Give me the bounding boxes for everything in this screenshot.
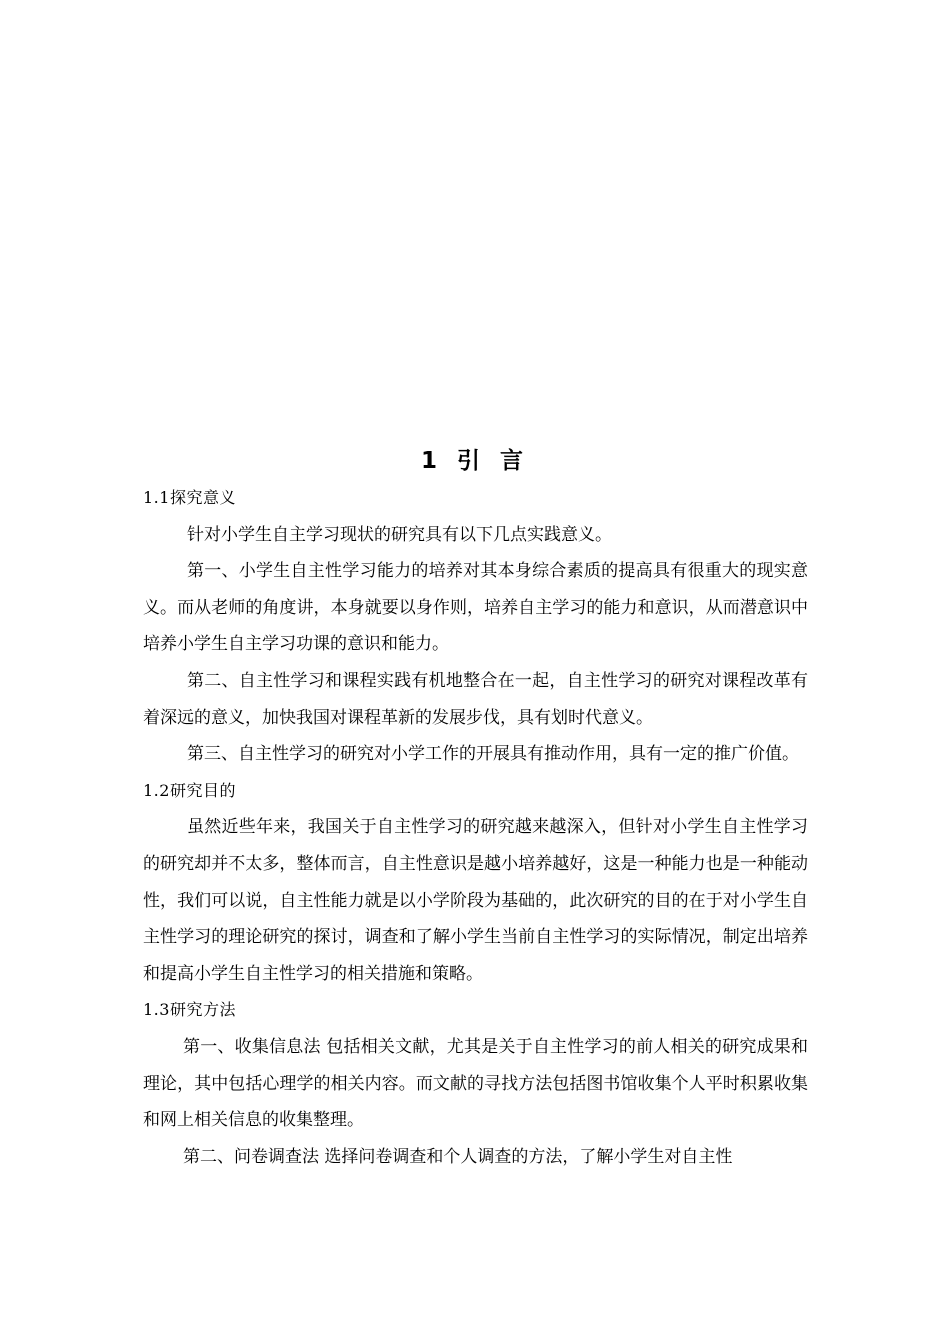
paragraph-method-1: 第一、收集信息法 包括相关文献，尤其是关于自主性学习的前人相关的研究成果和理论，其中包括心理学的相关内容。而文献的寻找方法包括图书馆收集个人平时积累收集和网上相关信息的收集整理。 <box>143 1036 808 1131</box>
paragraph-method-2: 第二、问卷调查法 选择问卷调查和个人调查的方法，了解小学生对自主性 <box>183 1146 733 1167</box>
paragraph-significance-2: 第二、自主性学习和课程实践有机地整合在一起，自主性学习的研究对课程改革有着深远的意义，加快我国对课程革新的发展步伐，具有划时代意义。 <box>143 670 808 728</box>
chapter-body <box>143 480 808 1175</box>
paragraph-significance-3: 第三、自主性学习的研究对小学工作的开展具有推动作用，具有一定的推广价值。 <box>187 744 799 765</box>
paragraph-purpose: 虽然近些年来，我国关于自主性学习的研究越来越深入，但针对小学生自主性学习的研究却并不太多，整体而言，自主性意识是越小培养越好，这是一种能力也是一种能动性，我们可以说，自主性能力就是以小学阶段为基础的，此次研究的目的在于对小学生自主性学习的理论研究的探讨，调查和了解小学生当前自主性学习的实际情况，制定出培养和提高小学生自主性学习的相关措施和策略。 <box>143 817 808 984</box>
section-heading-1-2: 1.2研究目的 <box>143 780 236 800</box>
paragraph-intro: 针对小学生自主学习现状的研究具有以下几点实践意义。 <box>187 524 612 545</box>
section-heading-1-3: 1.3研究方法 <box>143 1000 236 1020</box>
section-heading-1-1: 1.1探究意义 <box>143 488 236 507</box>
paragraph-significance-1: 第一、小学生自主性学习能力的培养对其本身综合素质的提高具有很重大的现实意义。而从老师的角度讲，本身就要以身作则，培养自主学习的能力和意识，从而潜意识中培养小学生自主学习功课的意识和能力。 <box>143 561 808 655</box>
chapter-title: 1 引 言 <box>420 448 530 474</box>
